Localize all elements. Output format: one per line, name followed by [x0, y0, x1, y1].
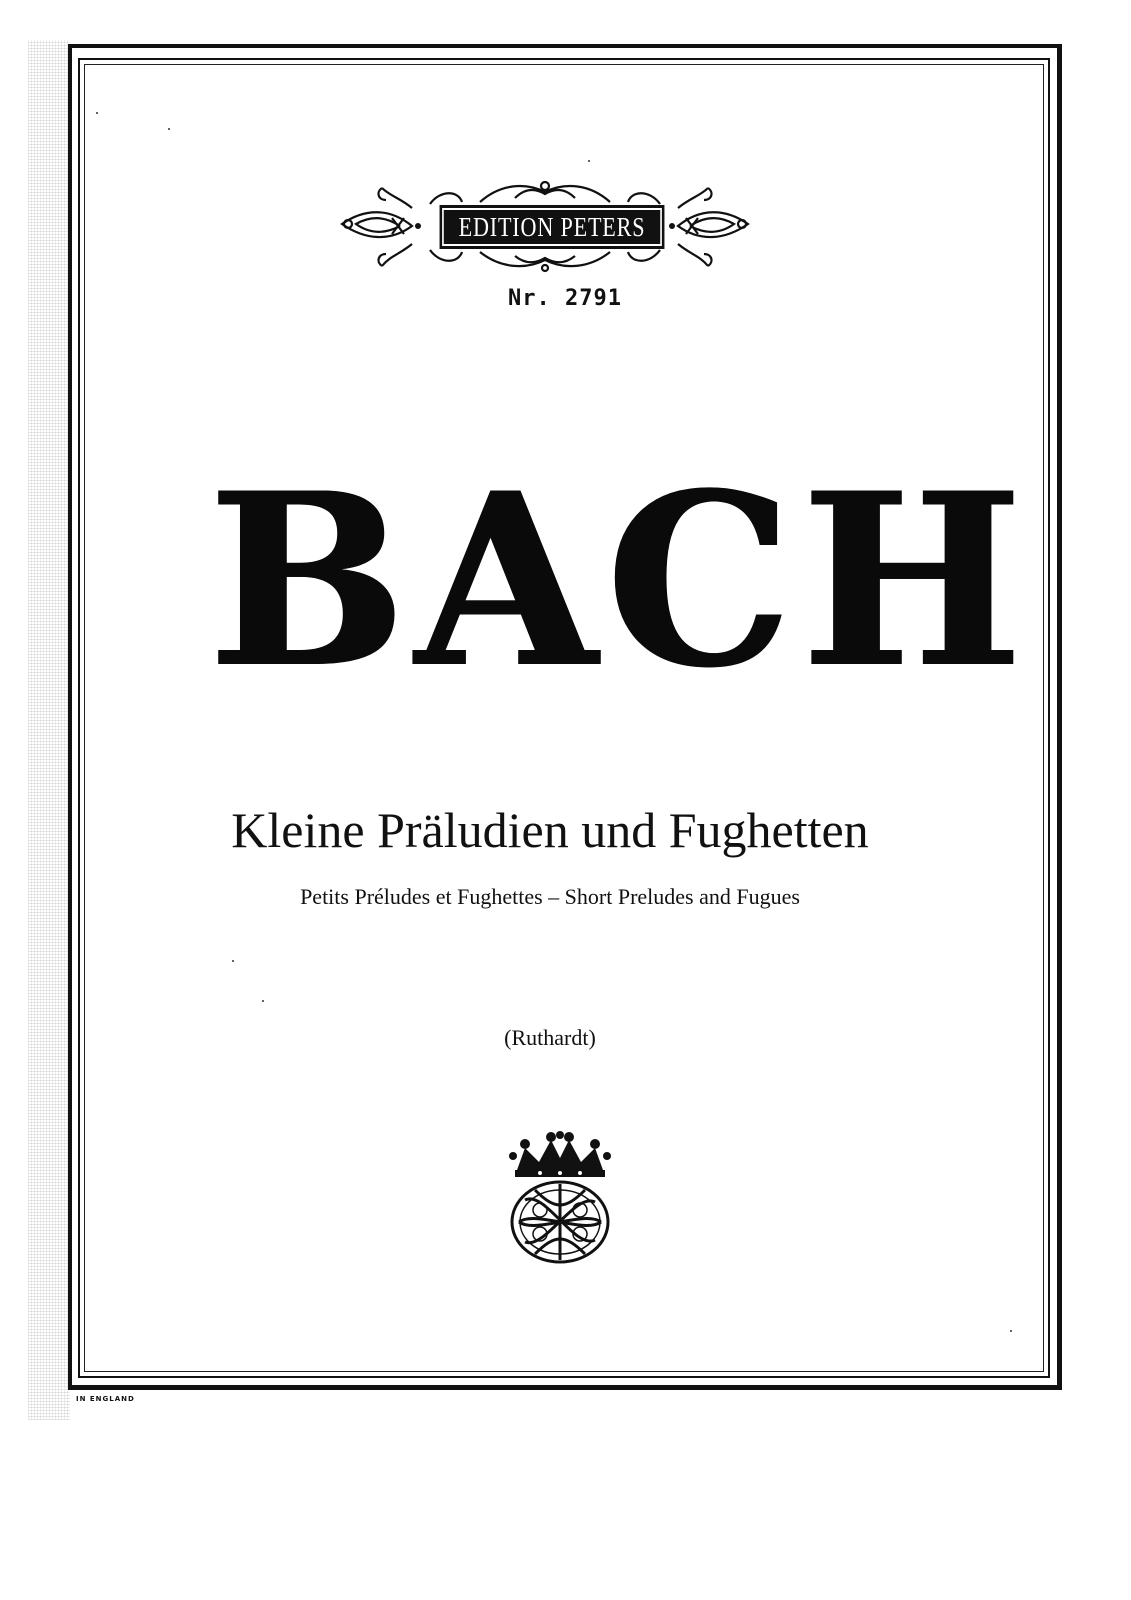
scan-speck: [168, 128, 170, 130]
scan-speck: [232, 960, 234, 962]
scan-speck: [588, 160, 590, 162]
edition-number: Nr. 2791: [508, 286, 622, 311]
title-french-english: Petits Préludes et Fughettes – Short Preludes and Fugues: [300, 884, 800, 909]
publisher-name: EDITION PETERS: [440, 205, 665, 249]
editor-name: (Ruthardt): [504, 1025, 596, 1050]
title-german: Kleine Präludien und Fughetten: [231, 802, 869, 858]
scan-speck: [96, 112, 98, 114]
printed-in-england-note: IN ENGLAND: [76, 1395, 135, 1403]
binding-strip: [28, 40, 70, 1420]
bach-monogram-crown-seal-icon: [495, 1130, 625, 1270]
composer-name: BACH: [207, 442, 1031, 721]
scan-speck: [1010, 1330, 1012, 1332]
scan-speck: [262, 1000, 264, 1002]
